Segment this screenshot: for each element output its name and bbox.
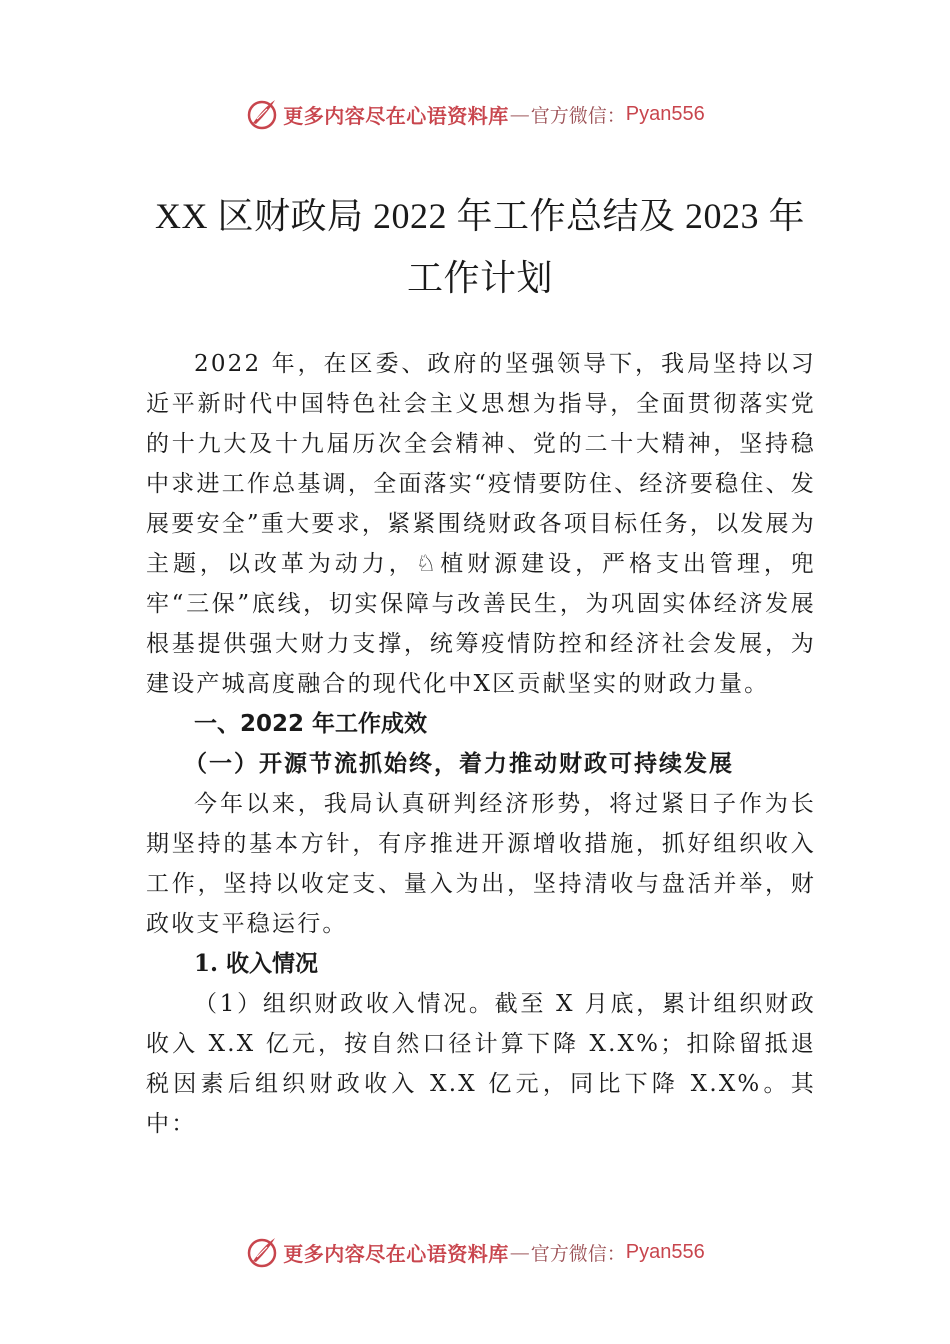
watermark-separator: — (509, 1240, 530, 1264)
feather-seal-icon (245, 97, 279, 131)
watermark-separator: — (509, 102, 530, 126)
watermark-wechat-id: Pyan556 (625, 1240, 705, 1263)
document-title-line2: 工作计划 (406, 258, 553, 298)
watermark-wechat-label: 官方微信： (530, 1242, 626, 1265)
subsection-paragraph: 今年以来，我局认真研判经济形势，将过紧日子作为长期坚持的基本方针，有序推进开源增收措施，抓好组织收入工作，坚持以收定支、量入为出，坚持清收与盘活并举，财政收支平稳运行。 (146, 791, 816, 937)
watermark-wechat-label: 官方微信： (530, 104, 626, 127)
watermark-banner-bottom (0, 1232, 950, 1272)
watermark-brand: 更多内容尽在心语资料库 (283, 1241, 509, 1266)
document-title-line1: XX 区财政局 2022 年工作总结及 2023 年 (155, 196, 805, 236)
watermark-brand: 更多内容尽在心语资料库 (283, 103, 509, 128)
watermark-wechat-id: Pyan556 (625, 102, 705, 125)
item-heading: 1. 收入情况 (194, 950, 319, 977)
document-body (146, 344, 816, 1144)
intro-paragraph: 2022 年，在区委、政府的坚强领导下，我局坚持以习近平新时代中国特色社会主义思想为指导，全面贯彻落实党的十九大及十九届历次全会精神、党的二十大精神，坚持稳中求进工作总基调，全面落实“疫情要防住、经济要稳住、发展要安全”重大要求，紧紧围绕财政各项目标任务，以发展为主题，以改革为动力，♘植财源建设，严格支出管理，兜牢“三保”底线，切实保障与改善民生，为巩固实体经济发展根基提供强大财力支撑，统筹疫情防控和经济社会发展，为建设产城高度融合的现代化中X区贡献坚实的财政力量。 (146, 351, 816, 697)
item-paragraph: （1）组织财政收入情况。截至 X 月底，累计组织财政收入 X.X 亿元，按自然口径计算下降 X.X%；扣除留抵退税因素后组织财政收入 X.X 亿元，同比下降 X.X%。其中： (146, 991, 816, 1137)
section-heading: 一、2022 年工作成效 (194, 711, 428, 737)
watermark-banner-top (0, 94, 950, 134)
feather-seal-icon (245, 1235, 279, 1269)
subsection-heading: （一）开源节流抓始终，着力推动财政可持续发展 (184, 750, 734, 777)
